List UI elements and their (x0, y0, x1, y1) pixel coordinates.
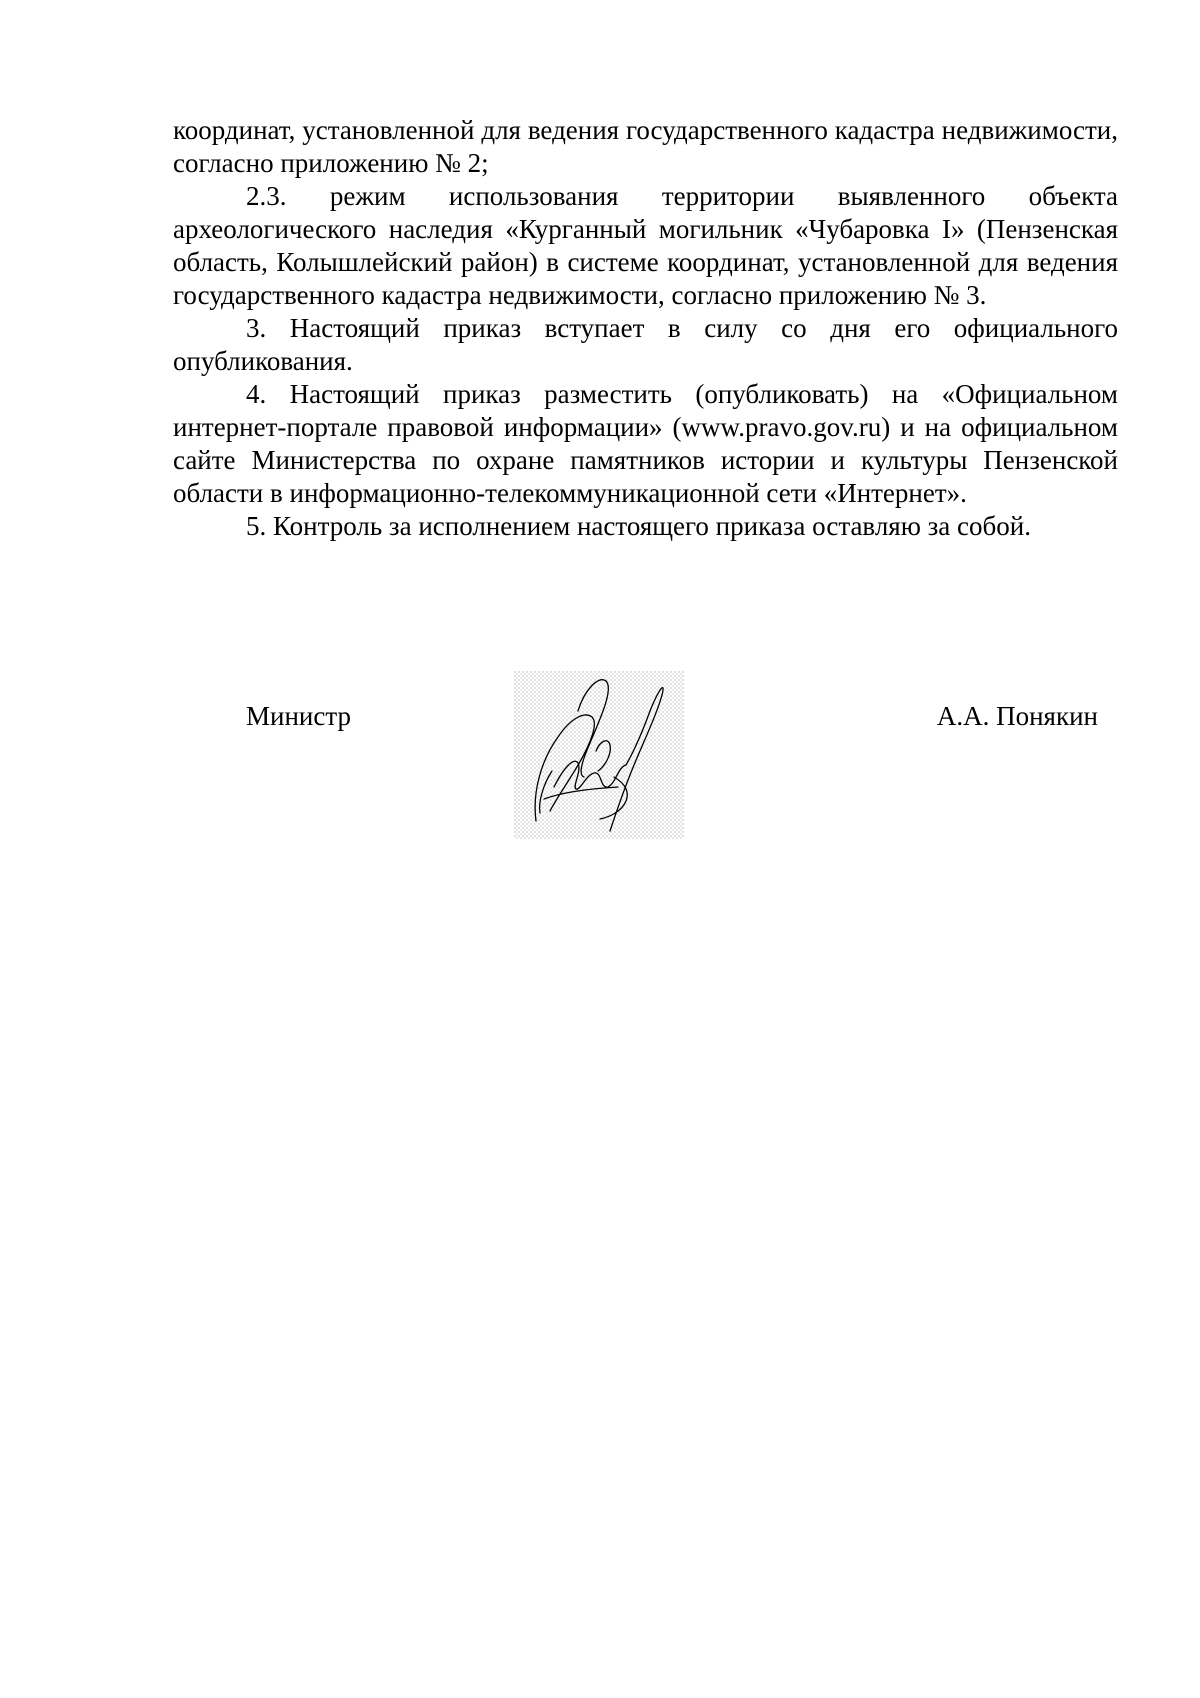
paragraph-5-control: 5. Контроль за исполнением настоящего приказа оставляю за собой. (246, 511, 1031, 541)
paragraph-2-3-territory-regime: 2.3. режим использования территории выявленного объекта археологического наследия «Курганный могильник «Чубаровка I» (Пензенская область, Колышлейский район) в системе координат, установленной для ведения государственного кадастра недвижимости, согласно приложению № 3. (173, 181, 1118, 310)
paragraph-4-publication: 4. Настоящий приказ разместить (опубликовать) на «Официальном интернет-портале правовой информации» (www.pravo.gov.ru) и на официальном сайте Министерства по охране памятников истории и культуры Пензенской области в информационно-телекоммуникационной сети «Интернет». (173, 379, 1118, 508)
document-body (173, 114, 1118, 543)
paragraph-continued-coordinates: координат, установленной для ведения государственного кадастра недвижимости, согласно приложению № 2; (173, 115, 1118, 178)
signature-halftone-background (514, 671, 684, 839)
handwritten-signature (514, 671, 684, 839)
signatory-title: Министр (246, 701, 351, 731)
signatory-name: А.А. Понякин (936, 701, 1098, 731)
paragraph-3-entry-into-force: 3. Настоящий приказ вступает в силу со дня его официального опубликования. (173, 313, 1118, 376)
signature-strokes (535, 680, 663, 831)
